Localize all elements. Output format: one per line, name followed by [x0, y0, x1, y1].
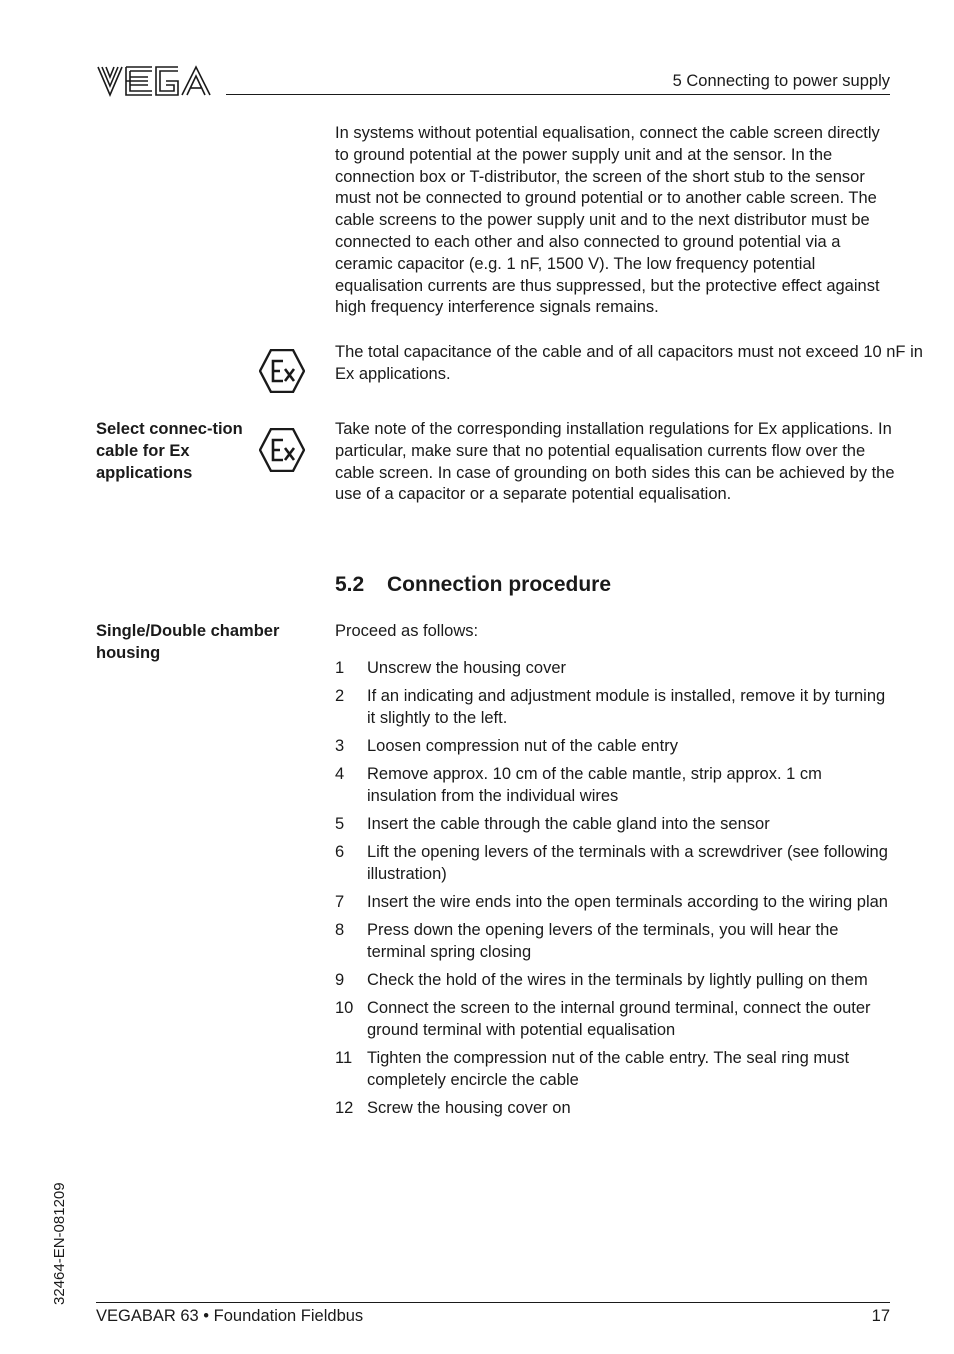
step-number: 1: [335, 659, 345, 677]
header-rule: [226, 94, 890, 95]
list-item: [335, 1098, 895, 1120]
step-text: Connect the screen to the internal ground terminal, connect the outer ground terminal with potential equalisation: [367, 999, 871, 1039]
ex-cable-text: Take note of the corresponding installation regulations for Ex applications. In particular, make sure that no potential equalisation currents flow over the cable screen. In case of grounding on both sides this can be achieved by the use of a capacitor or a separate potential equalisation.: [335, 420, 895, 504]
paragraph-potential-equalisation: In systems without potential equalisation, connect the cable screen directly to ground potential at the power supply unit and at the sensor. In the connection box or T-distributor, the screen of the short stub to the sensor must not be connected to ground potential or to another cable screen. The cable screens to the power supply unit and to the next distributor must be connected to each other and also connected to ground potential via a ceramic capacitor (e.g. 1 nF, 1500 V). The low frequency potential equalisation currents are thus suppressed, but the protective effect against high frequency interference signals remains.: [335, 124, 880, 317]
document-code: 32464-EN-081209: [51, 1182, 68, 1305]
page-number: 17: [871, 1307, 890, 1325]
step-text: Insert the wire ends into the open terminals according to the wiring plan: [367, 892, 888, 911]
step-text: Unscrew the housing cover: [367, 659, 567, 677]
side-label-housing: Single/Double chamber housing: [96, 622, 280, 662]
step-number: 8: [335, 921, 345, 940]
vega-logo: [96, 64, 214, 98]
step-text: Insert the cable through the cable gland into the sensor: [367, 814, 770, 833]
step-number: 12: [335, 1098, 354, 1117]
list-item: [335, 658, 895, 680]
header-section-title: 5 Connecting to power supply: [672, 72, 890, 90]
section-number: 5.2: [335, 573, 365, 596]
list-item: [335, 998, 895, 1042]
list-item: [335, 970, 895, 992]
footer-rule: [96, 1302, 890, 1303]
procedure-steps: [335, 658, 895, 1126]
step-number: 7: [335, 892, 345, 911]
intro-text: Proceed as follows:: [335, 622, 479, 640]
step-text: Lift the opening levers of the terminals with a screwdriver (see following illustration): [367, 843, 888, 883]
step-number: 6: [335, 843, 345, 862]
list-item: [335, 1048, 895, 1092]
step-number: 10: [335, 999, 354, 1018]
step-text: Screw the housing cover on: [367, 1098, 571, 1117]
step-number: 4: [335, 765, 345, 784]
ex-capacitance-note: The total capacitance of the cable and of all capacitors must not exceed 10 nF in Ex applications.: [335, 343, 923, 383]
step-number: 3: [335, 736, 345, 755]
section-title: Connection procedure: [387, 573, 612, 596]
list-item: [335, 736, 895, 758]
step-text: If an indicating and adjustment module is installed, remove it by turning it slightly to the left.: [367, 687, 886, 727]
step-text: Loosen compression nut of the cable entry: [367, 736, 678, 755]
footer-product: VEGABAR 63 • Foundation Fieldbus: [96, 1307, 364, 1325]
step-number: 2: [335, 687, 345, 706]
side-label-ex-cable: Select connec-tion cable for Ex applications: [96, 420, 243, 482]
step-number: 11: [335, 1048, 353, 1067]
list-item: [335, 686, 895, 730]
section-heading: [335, 573, 611, 597]
list-item: [335, 842, 895, 886]
ex-explosion-protection-icon: [259, 428, 305, 472]
list-item: [335, 892, 895, 914]
list-item: [335, 764, 895, 808]
step-number: 9: [335, 970, 345, 989]
step-text: Press down the opening levers of the terminals, you will hear the terminal spring closing: [367, 921, 839, 961]
step-text: Check the hold of the wires in the terminals by lightly pulling on them: [367, 970, 868, 989]
step-text: Tighten the compression nut of the cable entry. The seal ring must completely encircle the cable: [367, 1048, 850, 1089]
step-number: 5: [335, 814, 345, 833]
step-text: Remove approx. 10 cm of the cable mantle, strip approx. 1 cm insulation from the individual wires: [367, 765, 822, 805]
list-item: [335, 814, 895, 836]
list-item: [335, 920, 895, 964]
ex-explosion-protection-icon: [259, 349, 305, 393]
